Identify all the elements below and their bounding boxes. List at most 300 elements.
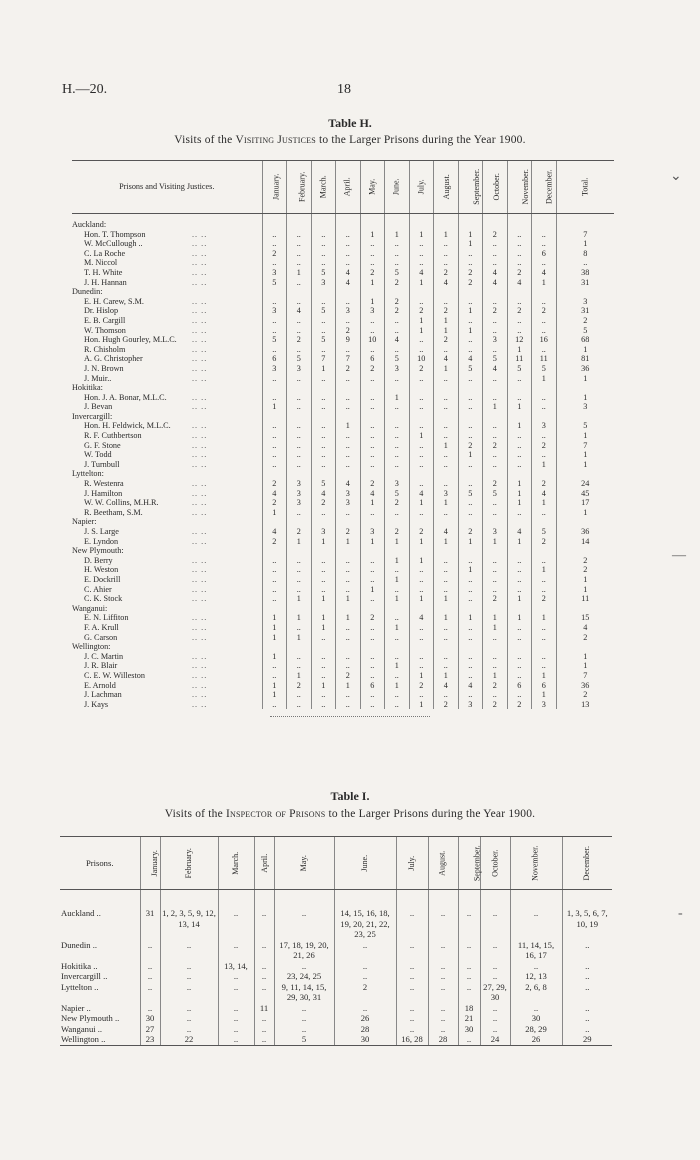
month-cell: 2 (532, 537, 557, 547)
column-header-month (385, 161, 410, 214)
table-row (60, 982, 612, 1003)
month-cell: .. (360, 249, 385, 259)
empty-cell (434, 604, 459, 614)
month-cell: .. (360, 421, 385, 431)
visit-days-cell: 1, 2, 3, 5, 9, 12, 13, 14 (160, 890, 218, 940)
month-cell: 1 (385, 661, 410, 671)
month-cell: 6 (532, 681, 557, 691)
leader-dots: .. .. (192, 507, 208, 517)
month-cell: 2 (360, 364, 385, 374)
visit-days-cell: 30 (334, 1034, 396, 1045)
visit-days-cell: .. (218, 890, 254, 940)
visit-days-cell: 16, 28 (396, 1034, 428, 1045)
visit-days-cell: 1, 3, 5, 6, 7, 10, 19 (562, 890, 612, 940)
visit-days-cell: .. (334, 961, 396, 972)
leader-dots: .. .. (192, 565, 208, 575)
empty-cell (360, 546, 385, 556)
table-row (72, 278, 614, 288)
month-cell: 4 (507, 278, 532, 288)
month-cell: .. (336, 402, 361, 412)
month-cell: 1 (385, 681, 410, 691)
visit-days-cell: .. (160, 1013, 218, 1024)
month-cell: .. (532, 652, 557, 662)
empty-cell (434, 546, 459, 556)
month-cell: .. (311, 239, 336, 249)
justice-name (72, 450, 262, 460)
month-cell: .. (483, 239, 508, 249)
column-header-text: September. (472, 845, 482, 882)
month-cell: .. (507, 297, 532, 307)
visit-days-cell: 24 (480, 1034, 510, 1045)
month-cell: .. (360, 431, 385, 441)
month-cell: .. (287, 374, 312, 384)
month-cell: 1 (458, 565, 483, 575)
month-cell: .. (336, 633, 361, 643)
month-cell: .. (483, 652, 508, 662)
empty-cell (360, 642, 385, 652)
table-row (72, 565, 614, 575)
month-cell: 5 (483, 489, 508, 499)
prison-name: Wanganui .. (61, 1023, 103, 1034)
month-cell: .. (483, 258, 508, 268)
month-cell: .. (458, 585, 483, 595)
month-cell: 1 (336, 594, 361, 604)
justice-name (72, 479, 262, 489)
month-cell: .. (287, 421, 312, 431)
table-row (72, 345, 614, 355)
justice-name-text: E. Dockrill (84, 574, 121, 584)
column-header-text: December. (544, 169, 554, 205)
month-cell: .. (360, 671, 385, 681)
month-cell: 4 (483, 364, 508, 374)
justice-name (72, 393, 262, 403)
empty-cell (262, 214, 287, 230)
column-header-month (428, 837, 458, 890)
month-cell: .. (483, 575, 508, 585)
month-cell: .. (458, 393, 483, 403)
visit-days-cell: 11 (254, 1003, 274, 1014)
table-row (72, 575, 614, 585)
leader-dots: .. .. (192, 670, 208, 680)
month-cell: 1 (409, 230, 434, 240)
empty-cell (287, 517, 312, 527)
prison-group-label: Lyttelton: (72, 469, 104, 479)
column-header-text: Total. (580, 177, 590, 197)
table-row (60, 1003, 612, 1014)
month-cell: .. (532, 508, 557, 518)
leader-dots: .. .. (192, 632, 208, 642)
empty-cell (458, 383, 483, 393)
justice-name (72, 594, 262, 604)
month-cell: .. (311, 633, 336, 643)
visit-days-cell: .. (396, 971, 428, 982)
month-cell: .. (483, 297, 508, 307)
empty-cell (532, 469, 557, 479)
justice-name (72, 671, 262, 681)
leader-dots: .. .. (192, 584, 208, 594)
month-cell: .. (287, 700, 312, 710)
month-cell: 2 (336, 671, 361, 681)
month-cell: .. (336, 316, 361, 326)
justice-name-text: J. C. Martin (84, 651, 124, 661)
visit-days-cell: 11, 14, 15, 16, 17 (510, 940, 562, 961)
month-cell: 1 (434, 316, 459, 326)
month-cell: 1 (483, 671, 508, 681)
empty-cell (311, 469, 336, 479)
visit-days-cell: 27 (140, 1024, 160, 1035)
month-cell: 1 (409, 316, 434, 326)
column-header-text: May. (298, 855, 308, 872)
empty-cell (385, 383, 410, 393)
month-cell: .. (287, 450, 312, 460)
month-cell: .. (311, 450, 336, 460)
justice-name (72, 556, 262, 566)
month-cell: .. (507, 374, 532, 384)
justice-name-text: J. Kays (84, 699, 109, 709)
month-cell: 3 (311, 278, 336, 288)
table-row (72, 690, 614, 700)
table-h (72, 160, 614, 709)
month-cell: .. (532, 230, 557, 240)
empty-cell (532, 517, 557, 527)
month-cell: .. (336, 249, 361, 259)
justice-name-text: H. Weston (84, 565, 119, 575)
empty-cell (262, 287, 287, 297)
month-cell: .. (458, 345, 483, 355)
month-cell: .. (458, 316, 483, 326)
empty-cell (434, 383, 459, 393)
month-cell: .. (360, 700, 385, 710)
month-cell: .. (360, 690, 385, 700)
column-header-text: September. (471, 169, 481, 205)
month-cell: .. (434, 402, 459, 412)
column-header-month (287, 161, 312, 214)
month-cell: 3 (336, 306, 361, 316)
visit-days-cell: .. (396, 1003, 428, 1014)
visit-days-cell: .. (396, 982, 428, 1003)
justice-name (72, 585, 262, 595)
month-cell: .. (311, 508, 336, 518)
total-cell: 14 (556, 537, 614, 547)
group-row (72, 546, 614, 556)
empty-cell (336, 383, 361, 393)
month-cell: .. (532, 316, 557, 326)
justice-name-text: C. Ahier (84, 584, 112, 594)
month-cell: 6 (507, 681, 532, 691)
month-cell: 3 (287, 364, 312, 374)
month-cell: 1 (311, 594, 336, 604)
month-cell: .. (262, 594, 287, 604)
empty-cell (360, 517, 385, 527)
justice-name (72, 297, 262, 307)
month-cell: 1 (311, 537, 336, 547)
empty-cell (458, 642, 483, 652)
month-cell: .. (336, 585, 361, 595)
month-cell: .. (458, 623, 483, 633)
month-cell: 5 (385, 354, 410, 364)
empty-cell (483, 469, 508, 479)
month-cell: .. (532, 258, 557, 268)
empty-cell (311, 517, 336, 527)
empty-cell (262, 546, 287, 556)
month-cell: .. (434, 297, 459, 307)
month-cell: 1 (262, 681, 287, 691)
visit-days-cell: .. (334, 1003, 396, 1014)
month-cell: 3 (434, 489, 459, 499)
leader-dots: .. .. (192, 690, 208, 700)
month-cell: 1 (458, 230, 483, 240)
month-cell: .. (483, 316, 508, 326)
visit-days-cell: .. (428, 1003, 458, 1014)
month-cell: .. (483, 508, 508, 518)
month-cell: 1 (262, 633, 287, 643)
visit-days-cell: 28 (334, 1024, 396, 1035)
total-cell: 1 (556, 374, 614, 384)
column-header-month (458, 837, 480, 890)
month-cell: 1 (458, 306, 483, 316)
prison-name: Invercargill .. (61, 971, 108, 981)
table-row (72, 537, 614, 547)
month-cell: 2 (336, 326, 361, 336)
month-cell: .. (262, 585, 287, 595)
month-cell: .. (262, 460, 287, 470)
month-cell: 3 (287, 498, 312, 508)
month-cell: 5 (262, 278, 287, 288)
justice-name-text: F. A. Krull (84, 622, 119, 632)
month-cell: 1 (385, 623, 410, 633)
month-cell: .. (385, 508, 410, 518)
month-cell: .. (287, 230, 312, 240)
empty-cell (360, 214, 385, 230)
month-cell: .. (385, 441, 410, 451)
month-cell: .. (532, 345, 557, 355)
table-i (60, 836, 612, 1046)
month-cell: 4 (262, 527, 287, 537)
month-cell: .. (287, 239, 312, 249)
month-cell: .. (434, 393, 459, 403)
month-cell: 4 (385, 335, 410, 345)
column-header-text: January. (149, 850, 159, 877)
month-cell: .. (532, 661, 557, 671)
leader-dots: .. .. (192, 325, 208, 335)
justice-name-text: C. E. W. Willeston (84, 670, 145, 680)
total-cell: .. (556, 258, 614, 268)
table-row (72, 316, 614, 326)
justice-name-text: Dr. Hislop (84, 306, 119, 316)
visit-days-cell: .. (428, 961, 458, 972)
month-cell: 1 (458, 326, 483, 336)
margin-mark: - (678, 906, 683, 921)
visit-days-cell: .. (396, 1024, 428, 1035)
leader-dots: .. .. (192, 248, 208, 258)
total-cell: 1 (556, 508, 614, 518)
justice-name (72, 537, 262, 547)
empty-cell (360, 604, 385, 614)
table-row (72, 326, 614, 336)
visit-days-cell: .. (160, 961, 218, 972)
prison-group-label: Dunedin: (72, 287, 103, 297)
month-cell: 2 (385, 306, 410, 316)
empty-cell (483, 642, 508, 652)
month-cell: 3 (532, 700, 557, 710)
justice-name (72, 402, 262, 412)
leader-dots: .. .. (192, 440, 208, 450)
group-row (72, 383, 614, 393)
total-cell: 36 (556, 681, 614, 691)
margin-mark: ⌄ (670, 169, 682, 184)
total-cell: 81 (556, 354, 614, 364)
month-cell: .. (483, 498, 508, 508)
month-cell: .. (458, 460, 483, 470)
month-cell: 1 (409, 556, 434, 566)
visit-days-cell: .. (458, 940, 480, 961)
month-cell: 3 (287, 489, 312, 499)
month-cell: .. (385, 460, 410, 470)
visit-days-cell: 23, 24, 25 (274, 971, 334, 982)
column-header-text: April. (259, 854, 269, 873)
empty-cell (262, 412, 287, 422)
visit-days-cell: 28, 29 (510, 1024, 562, 1035)
month-cell: .. (262, 239, 287, 249)
month-cell: 2 (532, 594, 557, 604)
month-cell: 1 (311, 613, 336, 623)
month-cell: .. (287, 623, 312, 633)
column-header-month (409, 161, 434, 214)
month-cell: 1 (483, 613, 508, 623)
visit-days-cell: 2 (334, 982, 396, 1003)
visit-days-cell: .. (254, 982, 274, 1003)
month-cell: .. (507, 565, 532, 575)
month-cell: .. (385, 565, 410, 575)
empty-cell (532, 214, 557, 230)
prison-name: Napier .. (61, 1002, 91, 1013)
month-cell: .. (262, 700, 287, 710)
visit-days-cell: .. (396, 940, 428, 961)
month-cell: .. (287, 661, 312, 671)
visit-days-cell: .. (458, 971, 480, 982)
month-cell: .. (458, 374, 483, 384)
empty-cell (507, 383, 532, 393)
empty-cell (434, 642, 459, 652)
month-cell: .. (532, 431, 557, 441)
month-cell: 2 (483, 479, 508, 489)
total-cell: 1 (556, 393, 614, 403)
month-cell: 5 (311, 335, 336, 345)
table-row (72, 354, 614, 364)
month-cell: .. (409, 661, 434, 671)
table-row (60, 940, 612, 961)
visit-days-cell: .. (510, 890, 562, 940)
total-cell: 2 (556, 565, 614, 575)
month-cell: .. (311, 297, 336, 307)
empty-cell (336, 604, 361, 614)
month-cell: .. (336, 297, 361, 307)
total-cell: 7 (556, 441, 614, 451)
justice-name (72, 354, 262, 364)
month-cell: .. (483, 585, 508, 595)
month-cell: 2 (483, 700, 508, 710)
month-cell: .. (532, 585, 557, 595)
visit-days-cell: .. (480, 1024, 510, 1035)
month-cell: .. (385, 421, 410, 431)
column-header-month (311, 161, 336, 214)
month-cell: .. (360, 402, 385, 412)
month-cell: 3 (360, 527, 385, 537)
month-cell: .. (483, 460, 508, 470)
column-header-month (360, 161, 385, 214)
month-cell: 1 (458, 537, 483, 547)
month-cell: 5 (385, 489, 410, 499)
month-cell: .. (336, 230, 361, 240)
total-cell: 1 (556, 661, 614, 671)
leader-dots: .. .. (192, 622, 208, 632)
justice-name (72, 335, 262, 345)
total-cell: 1 (556, 431, 614, 441)
month-cell: .. (311, 575, 336, 585)
visit-days-cell: .. (480, 1003, 510, 1014)
month-cell: .. (507, 623, 532, 633)
month-cell: .. (336, 460, 361, 470)
visit-days-cell: .. (218, 1034, 254, 1045)
empty-cell (336, 412, 361, 422)
leader-dots: .. .. (192, 306, 208, 316)
month-cell: 4 (532, 489, 557, 499)
justice-name (72, 306, 262, 316)
justice-name-text: A. G. Christopher (84, 354, 143, 364)
month-cell: .. (262, 661, 287, 671)
month-cell: 3 (483, 527, 508, 537)
total-cell: 38 (556, 268, 614, 278)
month-cell: 2 (262, 498, 287, 508)
justice-name (72, 421, 262, 431)
month-cell: 2 (434, 700, 459, 710)
table-row (72, 700, 614, 710)
month-cell: 1 (360, 537, 385, 547)
empty-cell (507, 287, 532, 297)
month-cell: .. (507, 585, 532, 595)
month-cell: 2 (434, 335, 459, 345)
month-cell: .. (532, 633, 557, 643)
month-cell: .. (483, 633, 508, 643)
month-cell: 1 (360, 585, 385, 595)
visit-days-cell: .. (562, 971, 612, 982)
table-row (72, 239, 614, 249)
month-cell: 4 (336, 268, 361, 278)
leader-dots: .. .. (192, 431, 208, 441)
empty-cell (262, 604, 287, 614)
empty-cell (458, 517, 483, 527)
empty-cell (336, 642, 361, 652)
month-cell: .. (458, 556, 483, 566)
month-cell: 1 (458, 450, 483, 460)
month-cell: 5 (507, 364, 532, 374)
month-cell: .. (434, 565, 459, 575)
visit-days-cell: 13, 14, (218, 961, 254, 972)
justice-name-text: J. S. Large (84, 527, 119, 536)
month-cell: .. (262, 230, 287, 240)
month-cell: .. (360, 661, 385, 671)
month-cell: .. (360, 441, 385, 451)
visit-days-cell: .. (562, 1013, 612, 1024)
visit-days-cell: .. (274, 890, 334, 940)
justice-name (72, 374, 262, 384)
visit-days-cell: .. (562, 1024, 612, 1035)
page-reference: H.—20. (62, 82, 108, 97)
month-cell: .. (311, 690, 336, 700)
justice-name-text: W. Todd (84, 450, 112, 460)
month-cell: 1 (409, 431, 434, 441)
month-cell: 5 (385, 268, 410, 278)
